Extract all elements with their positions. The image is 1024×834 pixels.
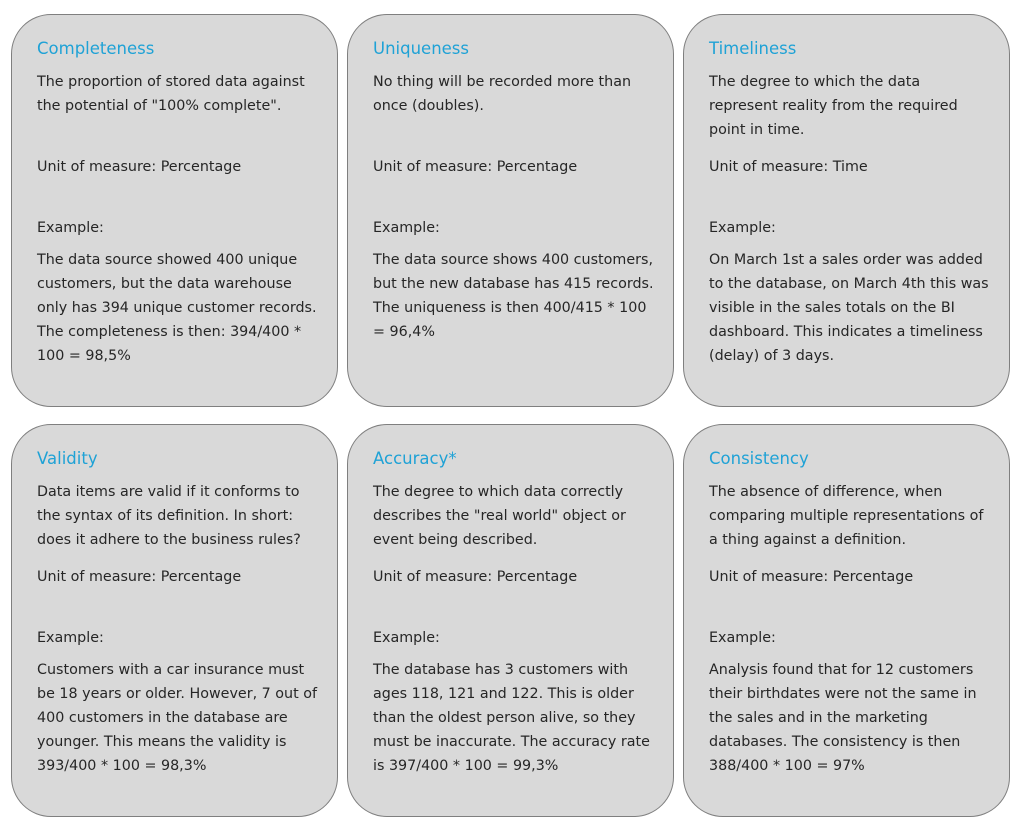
card-consistency: [683, 424, 1010, 817]
card-example-label: Example:: [709, 220, 776, 236]
card-definition: The degree to which data correctly describes the "real world" object or event being described.: [373, 484, 626, 548]
card-example-text: The database has 3 customers with ages 118, 121 and 122. This is older than the oldest person alive, so they must be inaccurate. The accuracy rate is 397/400 * 100 = 99,3%: [373, 662, 650, 774]
card-unit-of-measure: Unit of measure: Percentage: [37, 569, 242, 585]
card-unit-of-measure: Unit of measure: Percentage: [37, 159, 242, 175]
card-title: Consistency: [709, 449, 809, 468]
card-definition: No thing will be recorded more than once (doubles).: [373, 74, 632, 114]
card-unit-of-measure: Unit of measure: Percentage: [709, 569, 914, 585]
card-uniqueness: [347, 14, 674, 407]
card-accuracy: [347, 424, 674, 817]
card-definition: The absence of difference, when comparing multiple representations of a thing against a definition.: [709, 484, 984, 548]
card-example-label: Example:: [709, 630, 776, 646]
card-example-label: Example:: [373, 220, 440, 236]
card-example-label: Example:: [37, 220, 104, 236]
card-unit-of-measure: Unit of measure: Time: [709, 159, 868, 175]
card-example-text: Analysis found that for 12 customers their birthdates were not the same in the sales and in the marketing databases. The consistency is then 388/400 * 100 = 97%: [709, 662, 977, 774]
card-timeliness: [683, 14, 1010, 407]
card-example-label: Example:: [373, 630, 440, 646]
data-quality-dimensions-grid: [11, 14, 1011, 817]
card-title: Uniqueness: [373, 39, 470, 58]
card-validity: [11, 424, 338, 817]
card-definition: The degree to which the data represent reality from the required point in time.: [709, 74, 958, 138]
card-example-text: The data source showed 400 unique customers, but the data warehouse only has 394 unique customer records. The completeness is then: 394/400 * 100 = 98,5%: [37, 252, 317, 364]
card-definition: The proportion of stored data against the potential of "100% complete".: [37, 74, 305, 114]
card-example-text: On March 1st a sales order was added to the database, on March 4th this was visible in the sales totals on the BI dashboard. This indicates a timeliness (delay) of 3 days.: [709, 252, 989, 364]
card-title: Accuracy*: [373, 449, 457, 468]
card-completeness: [11, 14, 338, 407]
card-title: Validity: [37, 449, 98, 468]
card-example-label: Example:: [37, 630, 104, 646]
card-unit-of-measure: Unit of measure: Percentage: [373, 159, 578, 175]
card-definition: Data items are valid if it conforms to the syntax of its definition. In short: does it adhere to the business rules?: [37, 484, 301, 548]
card-example-text: The data source shows 400 customers, but the new database has 415 records. The uniqueness is then 400/415 * 100 = 96,4%: [373, 252, 654, 340]
card-title: Completeness: [37, 39, 155, 58]
card-example-text: Customers with a car insurance must be 18 years or older. However, 7 out of 400 customers in the database are younger. This means the validity is 393/400 * 100 = 98,3%: [37, 662, 318, 774]
card-unit-of-measure: Unit of measure: Percentage: [373, 569, 578, 585]
card-title: Timeliness: [709, 39, 797, 58]
